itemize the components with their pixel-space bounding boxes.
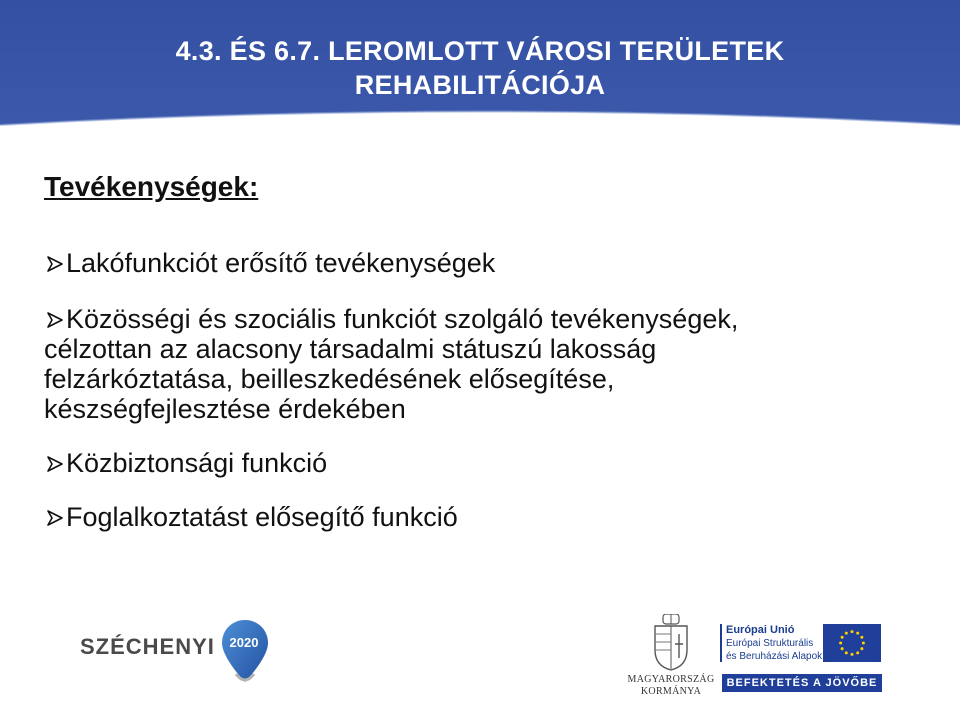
page-title	[0, 34, 960, 102]
government-label	[625, 674, 717, 698]
eu-divider	[720, 624, 722, 662]
list-item	[44, 248, 934, 278]
eu-line-2: Európai Strukturális	[726, 638, 814, 649]
section-heading: Tevékenységek:	[44, 171, 259, 202]
government-line-2: KORMÁNYA	[640, 686, 702, 697]
list-item	[44, 448, 934, 478]
list-item	[44, 502, 934, 532]
page-title-line-2: REHABILITÁCIÓJA	[354, 70, 606, 100]
eu-title: Európai Unió	[726, 624, 795, 636]
location-pin-icon	[220, 618, 270, 686]
arrow-bullet-icon	[44, 448, 66, 478]
szechenyi-2020-logo	[80, 618, 280, 688]
szechenyi-logo-text: SZÉCHENYI	[80, 634, 215, 659]
arrow-bullet-icon	[44, 304, 66, 334]
arrow-bullet-icon	[44, 248, 66, 278]
list-item-text: készségfejlesztése érdekében	[44, 394, 406, 424]
arrow-bullet-icon	[44, 502, 66, 532]
list-item-text: Közösségi és szociális funkciót szolgáló tevékenységek,	[66, 304, 739, 334]
page-title-line-1: 4.3. ÉS 6.7. LEROMLOTT VÁROSI TERÜLETEK	[175, 36, 785, 66]
eu-label	[726, 624, 836, 663]
list-item-text: célzottan az alacsony társadalmi státuszú lakosság	[44, 334, 657, 364]
bullet-list	[44, 248, 934, 532]
coat-of-arms-icon	[651, 614, 691, 672]
szechenyi-year: 2020	[229, 635, 259, 650]
list-item-text: Foglalkoztatást elősegítő funkció	[66, 502, 458, 532]
government-line-1: MAGYARORSZÁG	[627, 674, 715, 685]
title-banner	[0, 0, 960, 135]
eu-slogan: BEFEKTETÉS A JÖVŐBE	[722, 674, 882, 692]
list-item-text: felzárkóztatása, beilleszkedésének elősegítése,	[44, 364, 615, 394]
eu-line-3: és Beruházási Alapok	[726, 651, 823, 662]
funding-logos	[625, 612, 885, 696]
list-item	[44, 304, 934, 424]
list-item-text: Lakófunkciót erősítő tevékenységek	[66, 248, 496, 278]
list-item-text: Közbiztonsági funkció	[66, 448, 328, 478]
eu-flag-icon	[823, 624, 881, 662]
